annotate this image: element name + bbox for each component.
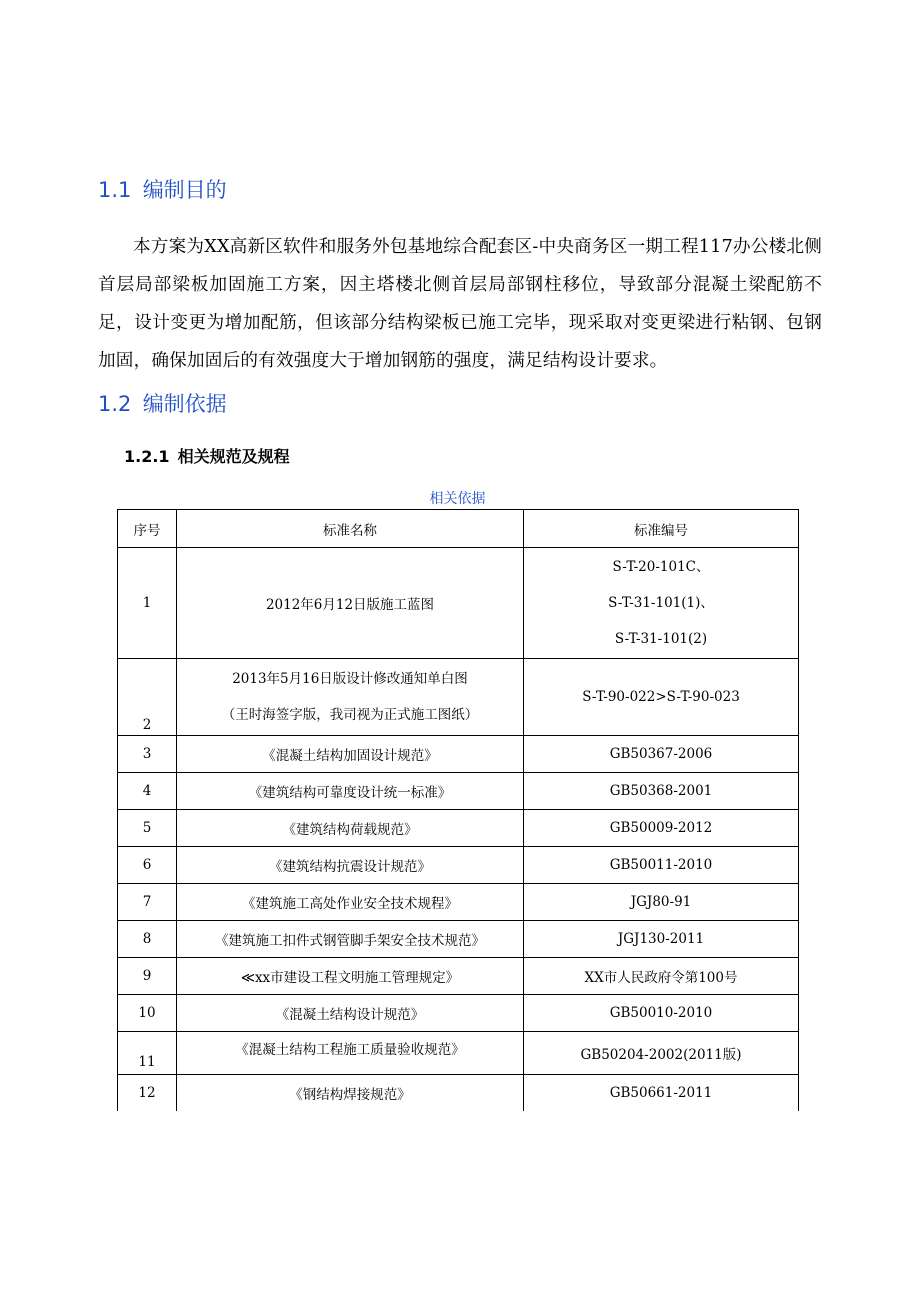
row-name: 《建筑施工高处作业安全技术规程》 <box>177 884 524 921</box>
row-code: JGJ80-91 <box>524 884 799 921</box>
row-name: 《建筑施工扣件式钢管脚手架安全技术规范》 <box>177 921 524 958</box>
row-name-line: 2013年5月16日版设计修改通知单白图 <box>232 671 468 687</box>
row-code: GB50009-2012 <box>524 810 799 847</box>
row-name: 《钢结构焊接规范》 <box>177 1075 524 1112</box>
subsection-title: 相关规范及规程 <box>177 447 290 466</box>
table-row <box>118 773 799 810</box>
row-code: GB50661-2011 <box>524 1075 799 1112</box>
table-row <box>118 736 799 773</box>
row-code: GB50011-2010 <box>524 847 799 884</box>
table-row <box>118 921 799 958</box>
row-no: 10 <box>118 995 177 1032</box>
table-caption: 相关依据 <box>429 491 486 507</box>
row-no: 12 <box>118 1075 177 1112</box>
row-code: S-T-90-022>S-T-90-023 <box>524 659 799 736</box>
row-name: 2012年6月12日版施工蓝图 <box>177 548 524 659</box>
row-code-line: S-T-31-101(1)、 <box>608 595 714 611</box>
row-name: 《建筑结构抗震设计规范》 <box>177 847 524 884</box>
row-code <box>524 548 799 659</box>
row-code: JGJ130-2011 <box>524 921 799 958</box>
table-row <box>118 548 799 659</box>
section-title: 编制目的 <box>142 178 227 202</box>
row-name: 《混凝土结构工程施工质量验收规范》 <box>177 1032 524 1075</box>
row-no: 2 <box>118 659 177 736</box>
section-title: 编制依据 <box>142 392 227 416</box>
row-name <box>177 659 524 736</box>
section-number: 1.2 <box>98 392 132 416</box>
section-heading-1-1 <box>98 174 227 204</box>
row-name-line: （王时海签字版，我司视为正式施工图纸） <box>221 707 479 723</box>
row-no: 11 <box>118 1032 177 1075</box>
table-row <box>118 659 799 736</box>
subsection-number: 1.2.1 <box>124 447 170 466</box>
row-code: GB50010-2010 <box>524 995 799 1032</box>
row-code: GB50204-2002(2011版) <box>524 1032 799 1075</box>
row-no: 5 <box>118 810 177 847</box>
row-no: 8 <box>118 921 177 958</box>
table-row <box>118 958 799 995</box>
header-code: 标准编号 <box>524 510 799 548</box>
table-header-row <box>118 510 799 548</box>
header-name: 标准名称 <box>177 510 524 548</box>
row-code-line: S-T-31-101(2) <box>614 631 708 647</box>
row-name: 《混凝土结构设计规范》 <box>177 995 524 1032</box>
row-code: XX市人民政府令第100号 <box>524 958 799 995</box>
row-code-line: S-T-20-101C、 <box>612 559 710 575</box>
row-code: GB50367-2006 <box>524 736 799 773</box>
row-name: 《建筑结构荷载规范》 <box>177 810 524 847</box>
table-row <box>118 884 799 921</box>
row-no: 3 <box>118 736 177 773</box>
table-row <box>118 847 799 884</box>
row-no: 6 <box>118 847 177 884</box>
purpose-paragraph: 本方案为XX高新区软件和服务外包基地综合配套区-中央商务区一期工程117办公楼北侧首层局部梁板加固施工方案，因主塔楼北侧首层局部钢柱移位，导致部分混凝土梁配筋不足，设计变更为增加配筋，但该部分结构梁板已施工完毕，现采取对变更梁进行粘钢、包钢加固，确保加固后的有效强度大于增加钢筋的强度，满足结构设计要求。 <box>98 237 822 371</box>
section-number: 1.1 <box>98 178 132 202</box>
row-name: 《混凝土结构加固设计规范》 <box>177 736 524 773</box>
row-name: ≪xx市建设工程文明施工管理规定》 <box>177 958 524 995</box>
row-no: 9 <box>118 958 177 995</box>
row-code: GB50368-2001 <box>524 773 799 810</box>
row-no: 7 <box>118 884 177 921</box>
header-no: 序号 <box>118 510 177 548</box>
row-no: 4 <box>118 773 177 810</box>
table-row <box>118 1075 799 1112</box>
table-row <box>118 1032 799 1075</box>
section-heading-1-2 <box>98 388 227 418</box>
row-name: 《建筑结构可靠度设计统一标准》 <box>177 773 524 810</box>
table-row <box>118 995 799 1032</box>
standards-table <box>117 509 799 1111</box>
subsection-heading-1-2-1 <box>124 444 290 467</box>
row-no: 1 <box>118 548 177 659</box>
table-row <box>118 810 799 847</box>
